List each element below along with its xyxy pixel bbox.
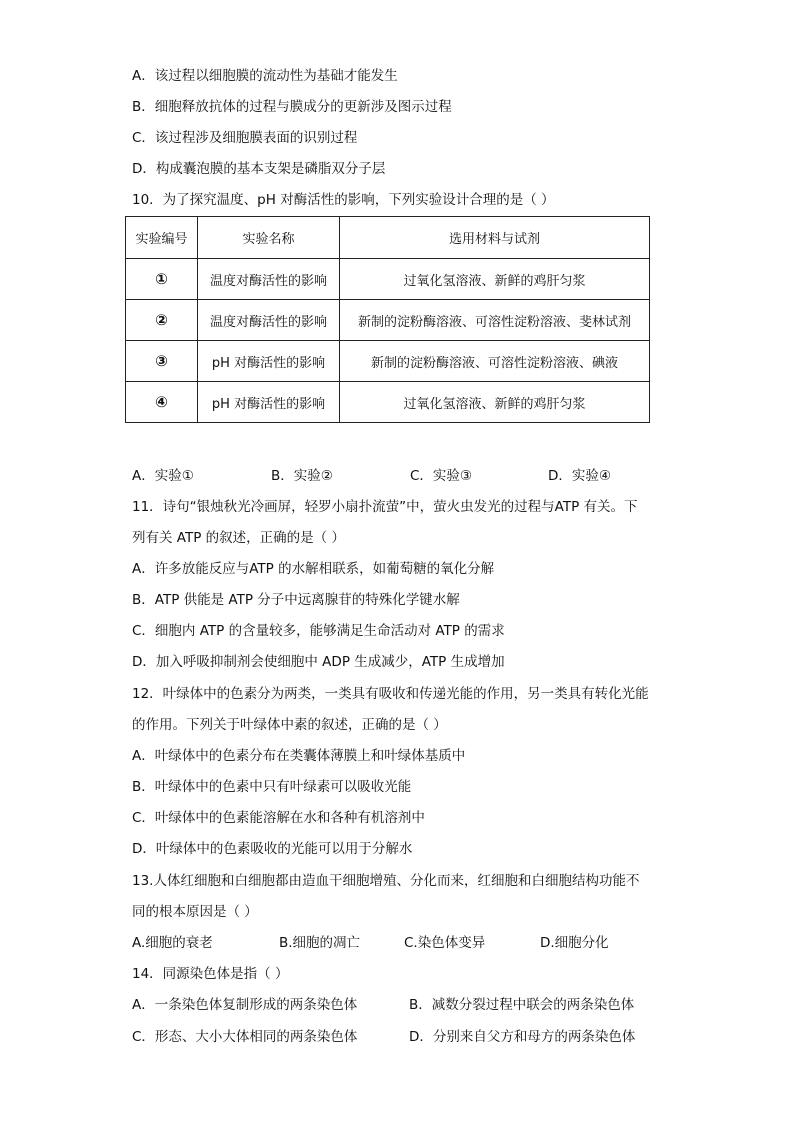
q11-option-a: A．许多放能反应与ATP 的水解相联系，如葡萄糖的氧化分解 [132,561,495,577]
q13-stem-line1: 13.人体红细胞和白细胞都由造血干细胞增殖、分化而来，红细胞和白细胞结构功能不 [132,873,640,889]
q13-option-b: B.细胞的凋亡 [279,935,361,951]
table-row [126,341,650,382]
q12-stem-line2: 的作用。下列关于叶绿体中素的叙述，正确的是（ ） [132,717,447,733]
q11-stem-line2: 列有关 ATP 的叙述，正确的是（ ） [132,530,345,546]
q9-option-a: A．该过程以细胞膜的流动性为基础才能发生 [132,68,398,84]
table-cell-id: ② [126,300,198,341]
q11-option-d: D．加入呼吸抑制剂会使细胞中 ADP 生成减少，ATP 生成增加 [132,654,505,670]
table-header-row [126,217,650,259]
table-cell-id: ① [126,259,198,300]
q10-option-d: D．实验④ [548,468,611,484]
table-cell-id: ④ [126,382,198,423]
table-header-cell: 实验编号 [126,217,198,259]
q10-options [132,467,672,485]
q14-options-row1 [132,996,672,1014]
table-row [126,382,650,423]
q10-option-c: C．实验③ [410,468,473,484]
q9-option-c: C．该过程涉及细胞膜表面的识别过程 [132,130,358,146]
q14-option-a: A．一条染色体复制形成的两条染色体 [132,997,358,1013]
table-row [126,300,650,341]
q13-option-a: A.细胞的衰老 [132,935,213,951]
q11-option-b: B．ATP 供能是 ATP 分子中远离腺苷的特殊化学键水解 [132,592,460,608]
table-cell-id: ③ [126,341,198,382]
table-cell-materials: 新制的淀粉酶溶液、可溶性淀粉溶液、碘液 [340,341,650,382]
q12-stem-line1: 12．叶绿体中的色素分为两类，一类具有吸收和传递光能的作用，另一类具有转化光能 [132,686,649,702]
q12-option-a: A．叶绿体中的色素分布在类囊体薄膜上和叶绿体基质中 [132,748,466,764]
q14-options-row2 [132,1028,672,1046]
q11-option-c: C．细胞内 ATP 的含量较多，能够满足生命活动对 ATP 的需求 [132,623,505,639]
q13-option-c: C.染色体变异 [404,935,486,951]
q13-option-d: D.细胞分化 [540,935,609,951]
table-cell-name: 温度对酶活性的影响 [198,259,340,300]
q14-option-d: D．分别来自父方和母方的两条染色体 [409,1029,636,1045]
q12-option-b: B．叶绿体中的色素中只有叶绿素可以吸收光能 [132,779,412,795]
table-cell-materials: 过氧化氢溶液、新鲜的鸡肝匀浆 [340,382,650,423]
q11-stem-line1: 11．诗句“银烛秋光冷画屏，轻罗小扇扑流萤”中，萤火虫发光的过程与ATP 有关。下 [132,499,638,515]
table-cell-materials: 新制的淀粉酶溶液、可溶性淀粉溶液、斐林试剂 [340,300,650,341]
q12-option-d: D．叶绿体中的色素吸收的光能可以用于分解水 [132,841,413,857]
q9-option-d: D．构成囊泡膜的基本支架是磷脂双分子层 [132,161,386,177]
q14-stem: 14．同源染色体是指（ ） [132,966,289,982]
table-cell-name: pH 对酶活性的影响 [198,382,340,423]
q10-option-a: A．实验① [132,468,194,484]
table-cell-materials: 过氧化氢溶液、新鲜的鸡肝匀浆 [340,259,650,300]
q10-stem: 10．为了探究温度、pH 对酶活性的影响，下列实验设计合理的是（ ） [132,192,555,208]
q9-option-b: B．细胞释放抗体的过程与膜成分的更新涉及图示过程 [132,99,452,115]
table-header-cell: 选用材料与试剂 [340,217,650,259]
q14-option-c: C．形态、大小大体相同的两条染色体 [132,1029,358,1045]
q13-stem-line2: 同的根本原因是（ ） [132,904,258,920]
q14-option-b: B．减数分裂过程中联会的两条染色体 [409,997,635,1013]
table-header-cell: 实验名称 [198,217,340,259]
table-cell-name: 温度对酶活性的影响 [198,300,340,341]
q12-option-c: C．叶绿体中的色素能溶解在水和各种有机溶剂中 [132,810,425,826]
q10-option-b: B．实验② [271,468,333,484]
table-cell-name: pH 对酶活性的影响 [198,341,340,382]
table-row [126,259,650,300]
experiment-table [125,216,650,423]
q13-options [132,934,672,952]
